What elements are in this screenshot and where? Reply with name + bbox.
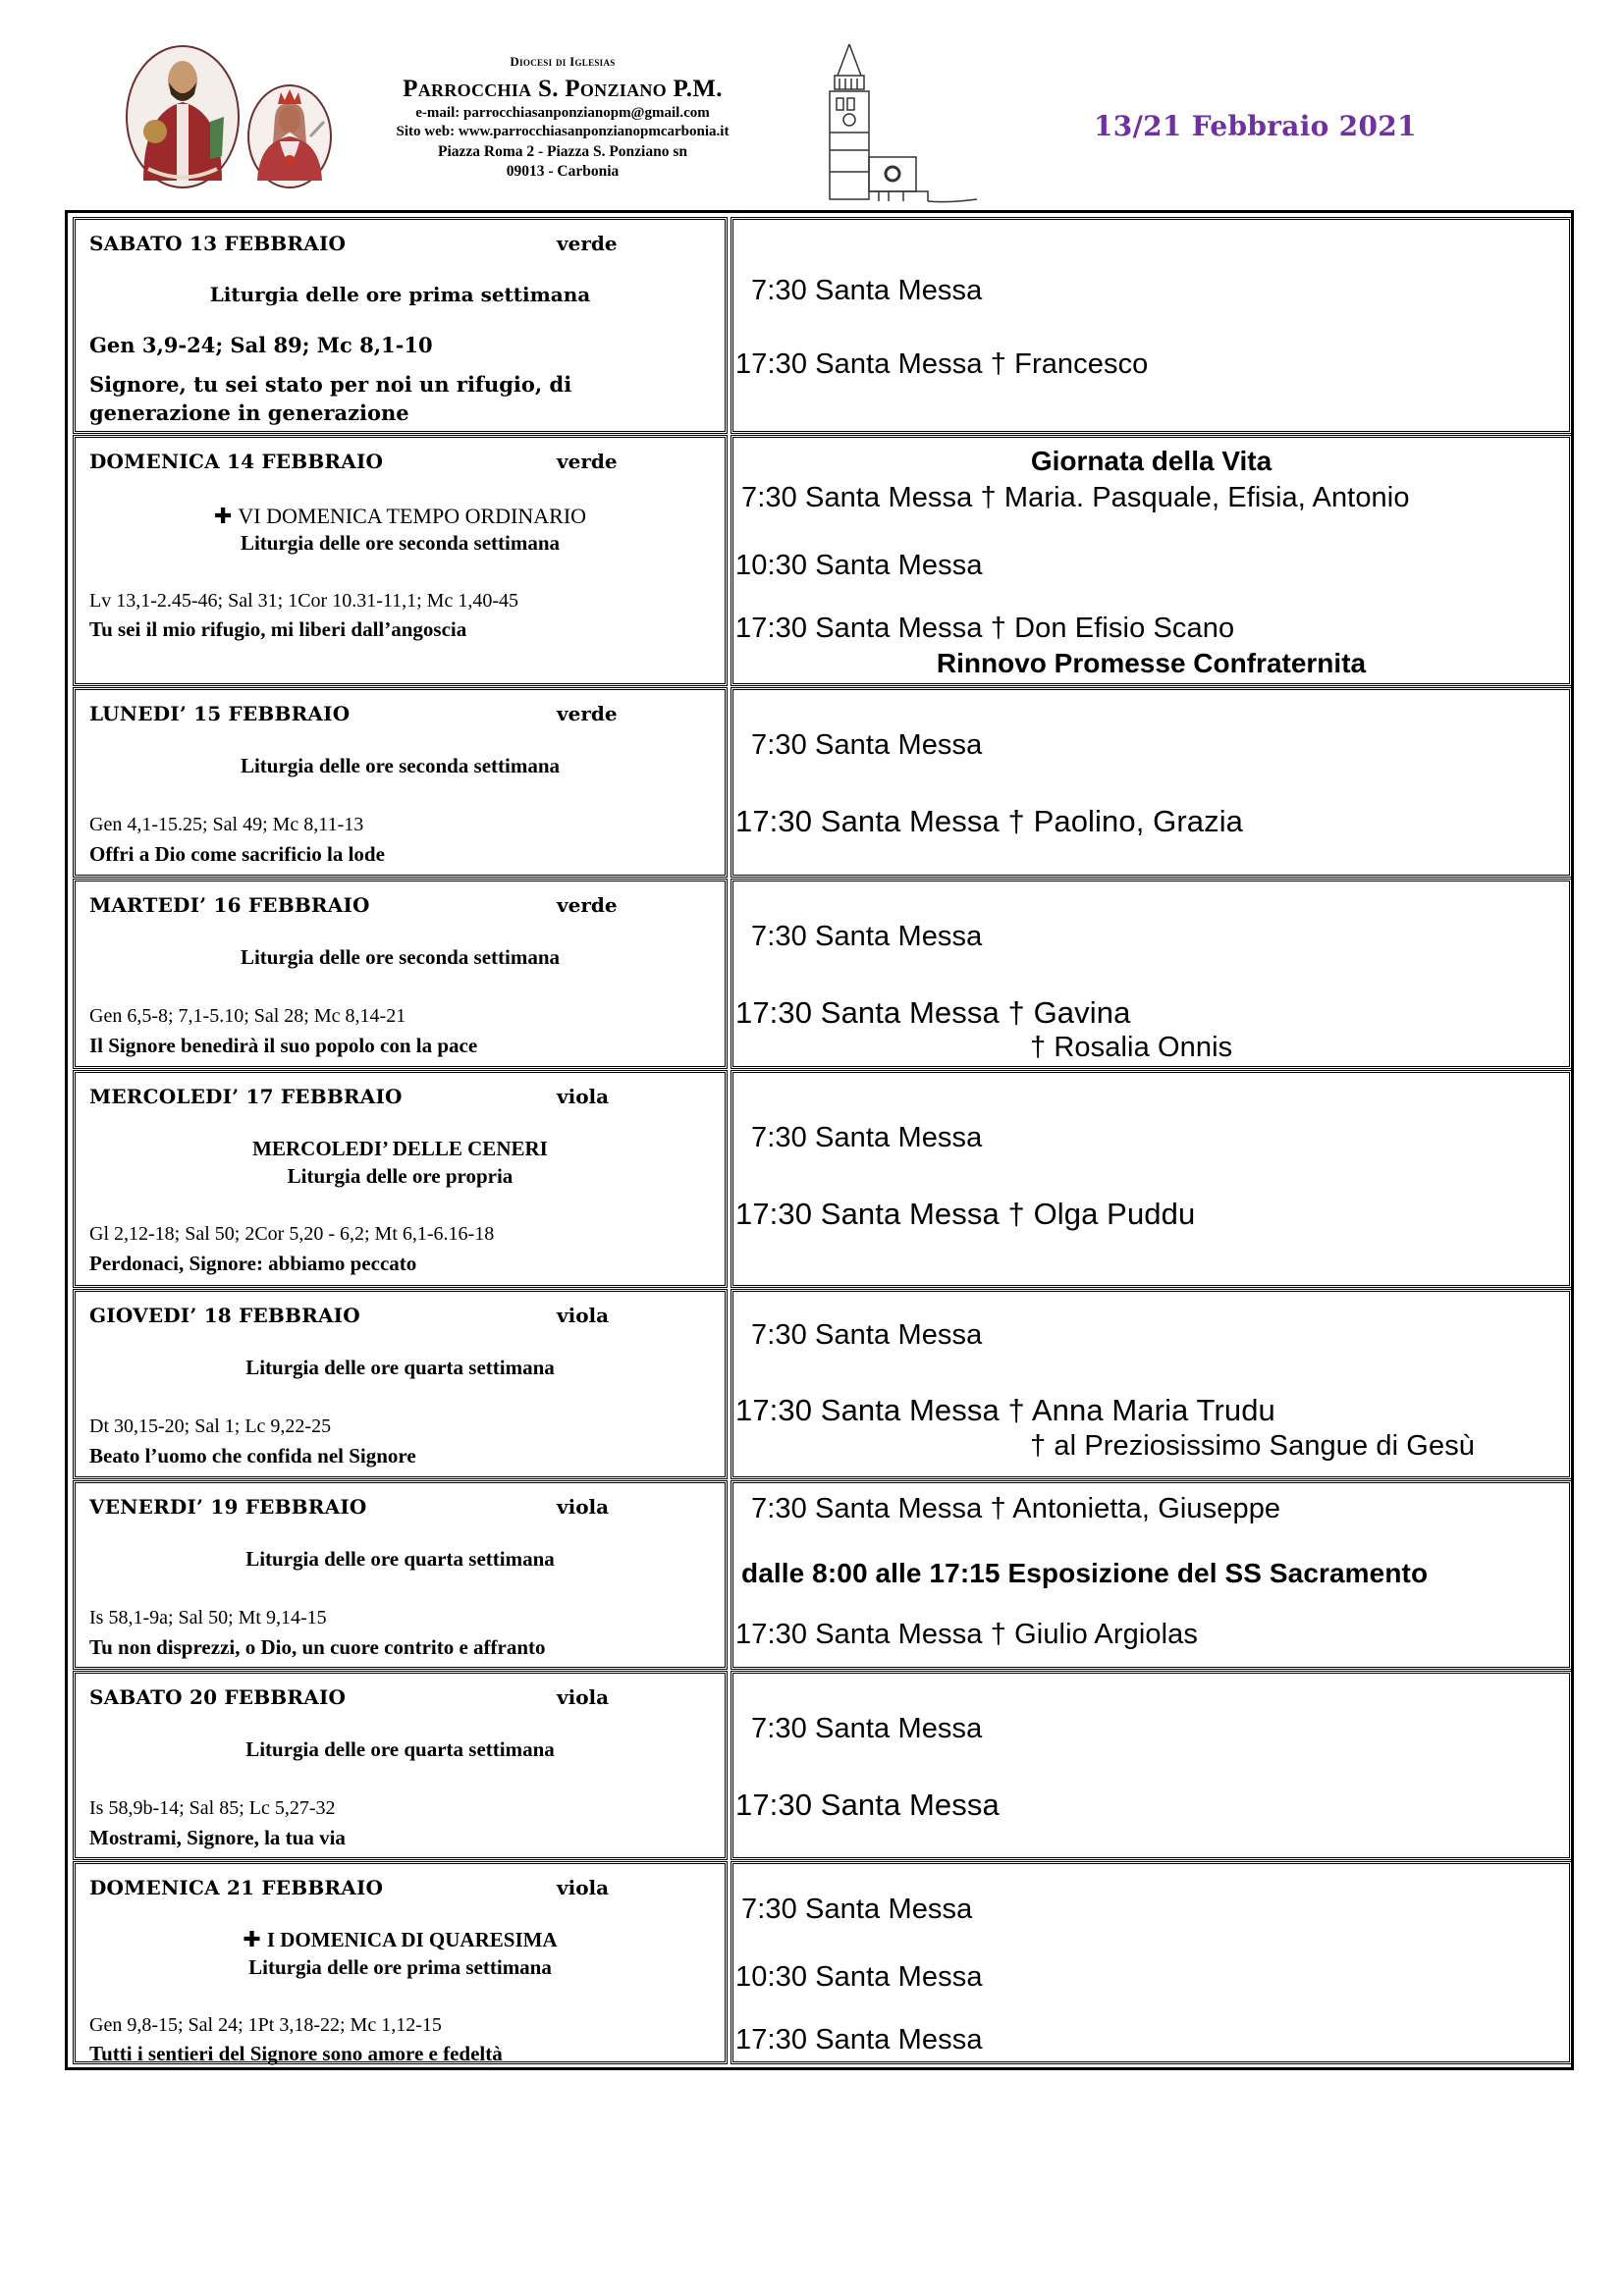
celebration-title: ✚ VI DOMENICA TEMPO ORDINARIO [213,504,587,529]
celebration-title: ✚ I DOMENICA DI QUARESIMA [243,1928,558,1952]
liturgy-hours: Liturgia delle ore seconda settimana [240,531,561,555]
cross-icon: ✚ [243,1928,261,1952]
day-info-cell [73,435,728,686]
psalm-line: generazione in generazione [89,400,409,426]
day-info-cell [73,217,728,434]
psalm-response: Tutti i sentieri del Signore sono amore e fedeltà [89,2042,503,2065]
liturgical-color: verde [557,702,618,725]
mass-entry-continued: † al Preziosissimo Sangue di Gesù [1030,1430,1476,1462]
readings: Is 58,9b-14; Sal 85; Lc 5,27-32 [89,1797,336,1819]
mass-schedule-cell [731,217,1572,434]
liturgical-color: viola [557,1495,610,1519]
day-info-cell [73,1070,728,1288]
parish-email: e-mail: parrocchiasanponzianopm@gmail.com [415,105,710,121]
mass-entry: 7:30 Santa Messa [751,729,983,761]
adoration-notice: dalle 8:00 alle 17:15 Esposizione del SS Sacramento [741,1558,1429,1588]
readings: Lv 13,1-2.45-46; Sal 31; 1Cor 10.31-11,1; Mc 1,40-45 [89,590,519,612]
mass-schedule-cell [731,687,1572,878]
celebration-title: MERCOLEDI’ DELLE CENERI [252,1137,548,1160]
mass-schedule-cell [731,1861,1572,2064]
mass-schedule-cell [731,1070,1572,1288]
day-label: DOMENICA 14 FEBBRAIO [89,450,384,473]
special-event-footer: Rinnovo Promesse Confraternita [936,648,1367,678]
day-info-cell [73,687,728,878]
readings: Is 58,1-9a; Sal 50; Mt 9,14-15 [89,1607,327,1629]
readings: Gen 3,9-24; Sal 89; Mc 8,1-10 [89,333,433,357]
readings: Gen 9,8-15; Sal 24; 1Pt 3,18-22; Mc 1,12-15 [89,2014,442,2036]
mass-entry: 17:30 Santa Messa † Giulio Argiolas [735,1619,1198,1650]
liturgy-hours: Liturgia delle ore propria [287,1164,514,1188]
day-label: MARTEDI’ 16 FEBBRAIO [89,893,370,917]
day-label: VENERDI’ 19 FEBBRAIO [89,1495,367,1519]
cross-icon: ✚ [213,505,233,529]
mass-entry: 10:30 Santa Messa [735,550,983,581]
mass-entry: 17:30 Santa Messa † Paolino, Grazia [735,804,1244,838]
mass-entry: 17:30 Santa Messa † Gavina [735,995,1131,1030]
liturgy-hours: Liturgia delle ore prima settimana [209,283,591,306]
liturgical-color: verde [557,893,618,917]
mass-entry: 7:30 Santa Messa [751,275,983,306]
date-range-title: 13/21 Febbraio 2021 [1094,110,1417,142]
parish-city: 09013 - Carbonia [506,163,620,180]
liturgical-color: viola [557,1085,610,1108]
liturgy-hours: Liturgia delle ore quarta settimana [245,1737,555,1761]
psalm-response [89,370,571,428]
day-label: DOMENICA 21 FEBBRAIO [89,1876,384,1899]
readings: Dt 30,15-20; Sal 1; Lc 9,22-25 [89,1415,332,1437]
readings: Gen 6,5-8; 7,1-5.10; Sal 28; Mc 8,14-21 [89,1005,406,1027]
mass-entry: 7:30 Santa Messa [741,1894,973,1925]
mass-entry: 17:30 Santa Messa [735,1788,1000,1822]
psalm-response: Mostrami, Signore, la tua via [89,1826,346,1849]
mass-entry: 17:30 Santa Messa † Anna Maria Trudu [735,1393,1275,1427]
parish-name: Parrocchia S. Ponziano P.M. [403,76,723,102]
day-label: SABATO 20 FEBBRAIO [89,1685,347,1709]
mass-entry: 7:30 Santa Messa † Maria. Pasquale, Efisia, Antonio [741,482,1410,513]
psalm-response: Perdonaci, Signore: abbiamo peccato [89,1252,417,1275]
psalm-line: Signore, tu sei stato per noi un rifugio, di [89,372,572,397]
mass-schedule-cell [731,1289,1572,1479]
bell-tower-drawing [820,34,982,206]
psalm-response: Offri a Dio come sacrificio la lode [89,842,385,866]
liturgy-hours: Liturgia delle ore seconda settimana [240,945,561,969]
special-day-heading: Giornata della Vita [1030,446,1272,476]
psalm-response: Tu sei il mio rifugio, mi liberi dall’angoscia [89,617,467,641]
mass-schedule-cell [731,1480,1572,1670]
mass-schedule-cell [731,435,1572,686]
santa-barbara-portrait-logo [245,82,334,190]
weekly-schedule-table [65,210,1574,2070]
mass-schedule-cell [731,879,1572,1069]
mass-entry: 7:30 Santa Messa [751,1122,983,1153]
liturgical-color: verde [557,450,618,473]
day-label: GIOVEDI’ 18 FEBBRAIO [89,1304,360,1327]
mass-entry: 7:30 Santa Messa [751,921,983,952]
day-info-cell [73,1289,728,1479]
liturgical-color: verde [557,232,618,255]
mass-entry: 17:30 Santa Messa [735,2024,983,2056]
psalm-response: Beato l’uomo che confida nel Signore [89,1444,416,1468]
readings: Gl 2,12-18; Sal 50; 2Cor 5,20 - 6,2; Mt 6,1-6.16-18 [89,1223,495,1245]
mass-entry-continued: † Rosalia Onnis [1030,1032,1233,1063]
mass-entry: 17:30 Santa Messa † Francesco [735,348,1149,380]
mass-entry: 17:30 Santa Messa † Don Efisio Scano [735,613,1235,644]
liturgical-color: viola [557,1876,610,1899]
diocese-name: Diocesi di Iglesias [510,54,616,69]
day-label: MERCOLEDI’ 17 FEBBRAIO [89,1085,403,1108]
liturgy-hours: Liturgia delle ore prima settimana [248,1955,552,1979]
readings: Gen 4,1-15.25; Sal 49; Mc 8,11-13 [89,814,364,835]
liturgical-color: viola [557,1304,610,1327]
parish-website: Sito web: www.parrocchiasanponzianopmcarbonia.it [396,124,730,139]
liturgy-hours: Liturgia delle ore seconda settimana [240,754,561,777]
psalm-response: Tu non disprezzi, o Dio, un cuore contrito e affranto [89,1635,546,1659]
mass-entry: 17:30 Santa Messa † Olga Puddu [735,1197,1196,1231]
mass-entry: 7:30 Santa Messa [751,1319,983,1351]
mass-entry: 7:30 Santa Messa [751,1713,983,1744]
day-info-cell [73,879,728,1069]
liturgy-hours: Liturgia delle ore quarta settimana [245,1356,555,1379]
day-label: LUNEDI’ 15 FEBBRAIO [89,702,351,725]
san-ponziano-portrait-logo [124,43,242,190]
day-info-cell [73,1671,728,1860]
liturgical-color: viola [557,1685,610,1709]
mass-entry: 7:30 Santa Messa † Antonietta, Giuseppe [751,1493,1281,1524]
psalm-response: Il Signore benedirà il suo popolo con la pace [89,1034,478,1057]
day-info-cell [73,1861,728,2064]
mass-entry: 10:30 Santa Messa [735,1961,983,1993]
liturgy-hours: Liturgia delle ore quarta settimana [245,1547,555,1571]
parish-address: Piazza Roma 2 - Piazza S. Ponziano sn [437,143,687,160]
day-label: SABATO 13 FEBBRAIO [89,232,347,255]
day-info-cell [73,1480,728,1670]
mass-schedule-cell [731,1671,1572,1860]
